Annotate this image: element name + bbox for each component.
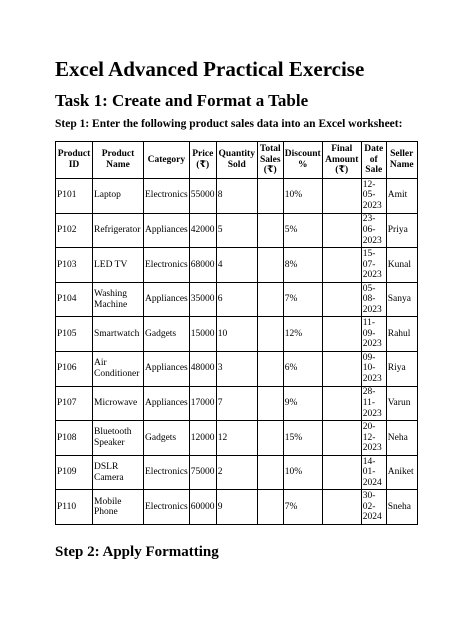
- cell-product-id: P110: [56, 490, 93, 525]
- cell-seller-name: Rahul: [386, 317, 417, 352]
- table-header-row: [56, 142, 418, 179]
- cell-quantity-sold: 9: [216, 490, 257, 525]
- cell-discount: 12%: [283, 317, 322, 352]
- cell-product-name: Washing Machine: [93, 282, 144, 317]
- cell-discount: 15%: [283, 421, 322, 456]
- cell-seller-name: Neha: [386, 421, 417, 456]
- cell-final-amount: [322, 421, 361, 456]
- cell-product-name: Mobile Phone: [93, 490, 144, 525]
- cell-discount: 6%: [283, 351, 322, 386]
- cell-category: Gadgets: [144, 317, 190, 352]
- cell-seller-name: Priya: [386, 213, 417, 248]
- cell-category: Appliances: [144, 282, 190, 317]
- cell-seller-name: Sneha: [386, 490, 417, 525]
- cell-category: Electronics: [144, 490, 190, 525]
- cell-discount: 7%: [283, 282, 322, 317]
- cell-total-sales: [257, 317, 283, 352]
- cell-date-of-sale: 20-12-2023: [361, 421, 386, 456]
- cell-seller-name: Amit: [386, 179, 417, 214]
- cell-product-id: P104: [56, 282, 93, 317]
- cell-date-of-sale: 14-01-2024: [361, 455, 386, 490]
- table-row: [56, 490, 418, 525]
- cell-price: 15000: [189, 317, 216, 352]
- cell-price: 75000: [189, 455, 216, 490]
- product-sales-table: [55, 141, 418, 525]
- cell-quantity-sold: 4: [216, 248, 257, 283]
- cell-product-name: Air Conditioner: [93, 351, 144, 386]
- cell-product-id: P102: [56, 213, 93, 248]
- cell-product-name: LED TV: [93, 248, 144, 283]
- cell-category: Electronics: [144, 455, 190, 490]
- cell-price: 55000: [189, 179, 216, 214]
- cell-total-sales: [257, 421, 283, 456]
- cell-final-amount: [322, 282, 361, 317]
- cell-quantity-sold: 7: [216, 386, 257, 421]
- table-body: [56, 179, 418, 525]
- table-row: [56, 213, 418, 248]
- table-row: [56, 248, 418, 283]
- cell-quantity-sold: 8: [216, 179, 257, 214]
- cell-product-name: Microwave: [93, 386, 144, 421]
- cell-category: Electronics: [144, 179, 190, 214]
- table-row: [56, 317, 418, 352]
- cell-total-sales: [257, 248, 283, 283]
- cell-product-name: DSLR Camera: [93, 455, 144, 490]
- cell-product-id: P107: [56, 386, 93, 421]
- table-row: [56, 179, 418, 214]
- step2-heading: Step 2: Apply Formatting: [55, 544, 219, 560]
- cell-total-sales: [257, 490, 283, 525]
- table-row: [56, 455, 418, 490]
- step1-text: Step 1: Enter the following product sales data into an Excel worksheet:: [55, 118, 403, 130]
- header-final-amount: Final Amount (₹): [322, 142, 361, 179]
- cell-final-amount: [322, 179, 361, 214]
- cell-quantity-sold: 12: [216, 421, 257, 456]
- cell-total-sales: [257, 455, 283, 490]
- cell-total-sales: [257, 282, 283, 317]
- cell-price: 17000: [189, 386, 216, 421]
- cell-price: 48000: [189, 351, 216, 386]
- cell-quantity-sold: 10: [216, 317, 257, 352]
- cell-category: Electronics: [144, 248, 190, 283]
- table-row: [56, 282, 418, 317]
- table-row: [56, 421, 418, 456]
- table-row: [56, 386, 418, 421]
- cell-category: Appliances: [144, 213, 190, 248]
- cell-product-id: P106: [56, 351, 93, 386]
- cell-product-id: P108: [56, 421, 93, 456]
- cell-final-amount: [322, 490, 361, 525]
- cell-total-sales: [257, 351, 283, 386]
- cell-product-name: Refrigerator: [93, 213, 144, 248]
- cell-final-amount: [322, 455, 361, 490]
- header-product-id: Product ID: [56, 142, 93, 179]
- cell-date-of-sale: 05-08-2023: [361, 282, 386, 317]
- cell-discount: 5%: [283, 213, 322, 248]
- cell-seller-name: Aniket: [386, 455, 417, 490]
- cell-seller-name: Kunal: [386, 248, 417, 283]
- cell-price: 42000: [189, 213, 216, 248]
- header-date-of-sale: Date of Sale: [361, 142, 386, 179]
- header-discount: Discount %: [283, 142, 322, 179]
- cell-final-amount: [322, 386, 361, 421]
- header-total-sales: Total Sales (₹): [257, 142, 283, 179]
- cell-date-of-sale: 23-06-2023: [361, 213, 386, 248]
- cell-product-name: Laptop: [93, 179, 144, 214]
- cell-product-name: Smartwatch: [93, 317, 144, 352]
- table-row: [56, 351, 418, 386]
- header-product-name: Product Name: [93, 142, 144, 179]
- cell-final-amount: [322, 317, 361, 352]
- cell-category: Appliances: [144, 386, 190, 421]
- document-title: Excel Advanced Practical Exercise: [55, 57, 365, 81]
- cell-final-amount: [322, 213, 361, 248]
- cell-category: Gadgets: [144, 421, 190, 456]
- cell-discount: 7%: [283, 490, 322, 525]
- task1-heading: Task 1: Create and Format a Table: [55, 91, 309, 110]
- cell-category: Appliances: [144, 351, 190, 386]
- cell-date-of-sale: 15-07-2023: [361, 248, 386, 283]
- cell-product-id: P105: [56, 317, 93, 352]
- cell-discount: 10%: [283, 455, 322, 490]
- cell-quantity-sold: 6: [216, 282, 257, 317]
- header-quantity-sold: Quantity Sold: [216, 142, 257, 179]
- cell-seller-name: Sanya: [386, 282, 417, 317]
- header-category: Category: [144, 142, 190, 179]
- cell-total-sales: [257, 179, 283, 214]
- cell-discount: 9%: [283, 386, 322, 421]
- cell-date-of-sale: 30-02-2024: [361, 490, 386, 525]
- cell-product-id: P109: [56, 455, 93, 490]
- cell-date-of-sale: 12-05-2023: [361, 179, 386, 214]
- cell-date-of-sale: 28-11-2023: [361, 386, 386, 421]
- cell-total-sales: [257, 213, 283, 248]
- cell-price: 68000: [189, 248, 216, 283]
- cell-discount: 8%: [283, 248, 322, 283]
- cell-quantity-sold: 3: [216, 351, 257, 386]
- cell-date-of-sale: 11-09-2023: [361, 317, 386, 352]
- header-seller-name: Seller Name: [386, 142, 417, 179]
- cell-quantity-sold: 2: [216, 455, 257, 490]
- cell-price: 12000: [189, 421, 216, 456]
- cell-price: 60000: [189, 490, 216, 525]
- cell-product-id: P101: [56, 179, 93, 214]
- cell-discount: 10%: [283, 179, 322, 214]
- cell-seller-name: Varun: [386, 386, 417, 421]
- cell-date-of-sale: 09-10-2023: [361, 351, 386, 386]
- cell-quantity-sold: 5: [216, 213, 257, 248]
- cell-product-name: Bluetooth Speaker: [93, 421, 144, 456]
- cell-product-id: P103: [56, 248, 93, 283]
- cell-seller-name: Riya: [386, 351, 417, 386]
- cell-final-amount: [322, 248, 361, 283]
- header-price: Price (₹): [189, 142, 216, 179]
- cell-total-sales: [257, 386, 283, 421]
- cell-final-amount: [322, 351, 361, 386]
- cell-price: 35000: [189, 282, 216, 317]
